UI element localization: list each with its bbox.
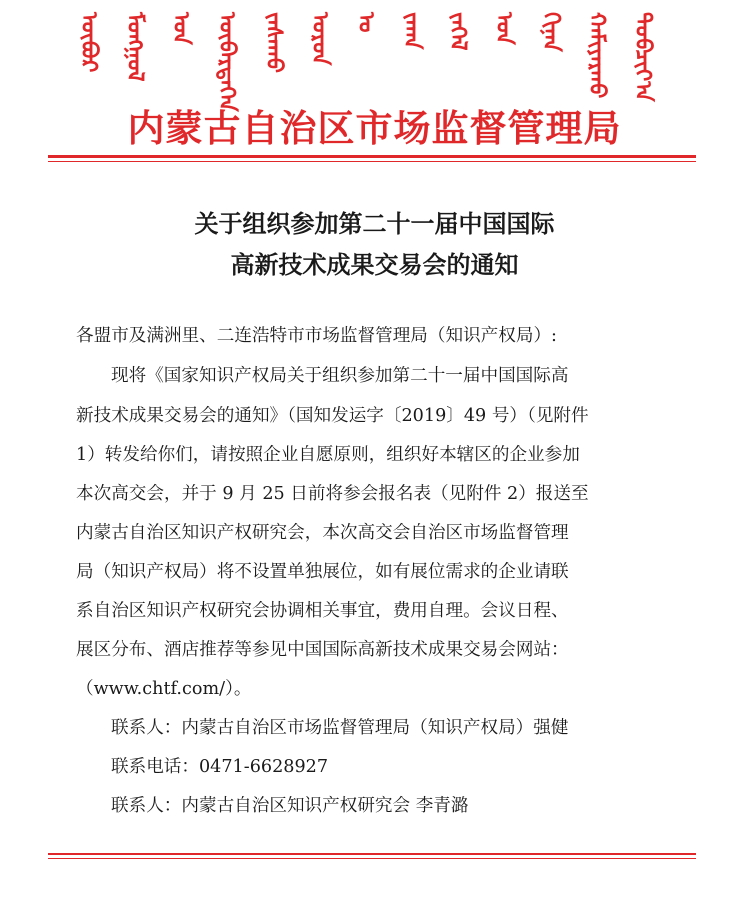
body-line: 系自治区知识产权研究会协调相关事宜，费用自理。会议日程、 xyxy=(76,601,569,621)
footer-rule-thin xyxy=(48,858,696,859)
mongolian-word: ᠥᠪᠡᠷᠳᠡᠭᠡᠨ xyxy=(214,12,240,112)
body-line: 新技术成果交易会的通知》（国知发运字〔2019〕49 号）（见附件 xyxy=(76,406,589,426)
mongolian-word: ᠵᠠᠰᠠᠬᠤ xyxy=(261,12,287,73)
mongolian-word: ᠣᠷᠣᠨ xyxy=(307,12,333,66)
recipient-line: 各盟市及满洲里、二连浩特市市场监督管理局（知识产权局）: xyxy=(76,326,557,346)
agency-name: 内蒙古自治区市场监督管理局 xyxy=(127,107,622,150)
mongolian-agency-name xyxy=(76,12,680,112)
document-title-line-1: 关于组织参加第二十一届中国国际 xyxy=(194,209,555,238)
mongolian-word: ᠤᠨ xyxy=(491,12,517,45)
footer-rule-thick xyxy=(48,853,696,855)
contact-phone: 联系电话：0471-6628927 xyxy=(111,757,329,777)
body-line: 局（知识产权局）将不设置单独展位，如有展位需求的企业请联 xyxy=(76,562,569,582)
mongolian-word: ᠥᠪᠦᠷ xyxy=(76,12,102,73)
mongolian-word: ᠬᠠᠮᠢᠶᠠᠷᠬᠤ xyxy=(584,12,610,99)
mongolian-word: ᠵᠡᠭᠡᠯ xyxy=(445,12,471,51)
mongolian-word: ᠬᠢᠨᠠᠨ xyxy=(538,12,564,52)
body-line: 内蒙古自治区知识产权研究会，本次高交会自治区市场监督管理 xyxy=(76,523,569,543)
contact-person-2: 联系人：内蒙古自治区知识产权研究会 李青潞 xyxy=(111,796,469,816)
body-line: （www.chtf.com/）。 xyxy=(76,679,252,699)
mongolian-word: ᠲᠣᠪᠴᠢᠶ᠎ᠠ xyxy=(630,12,656,102)
contact-person-1: 联系人：内蒙古自治区市场监督管理局（知识产权局）强健 xyxy=(111,718,569,738)
mongolian-word: ᠤᠨ xyxy=(168,12,194,45)
mongolian-word: ᠵᠠᠬᠠ xyxy=(399,12,425,50)
body-line: 本次高交会，并于 9 月 25 日前将参会报名表（见附件 2）报送至 xyxy=(76,484,589,504)
body-line: 1）转发给你们，请按照企业自愿原则，组织好本辖区的企业参加 xyxy=(76,445,580,465)
mongolian-word: ᠤ xyxy=(353,12,379,33)
mongolian-word: ᠮᠣᠩᠭᠣᠯ xyxy=(122,12,148,82)
header-rule-thin xyxy=(48,161,696,162)
body-line: 现将《国家知识产权局关于组织参加第二十一届中国国际高 xyxy=(111,366,569,386)
header-rule-thick xyxy=(48,155,696,158)
document-title-line-2: 高新技术成果交易会的通知 xyxy=(230,250,519,279)
body-line: 展区分布、酒店推荐等参见中国国际高新技术成果交易会网站： xyxy=(76,640,569,660)
